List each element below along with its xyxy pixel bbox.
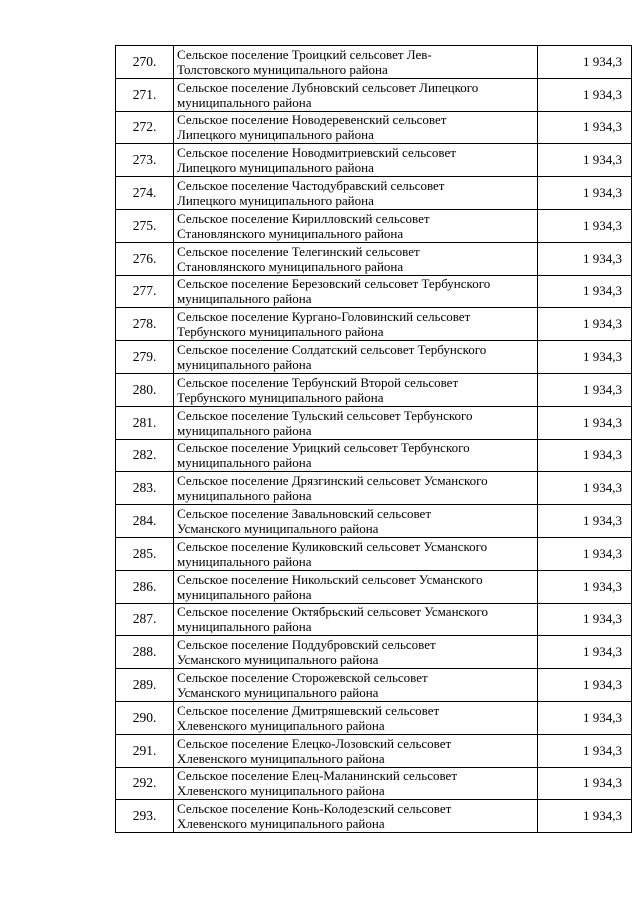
settlement-name-cell bbox=[174, 669, 538, 702]
settlement-name-cell bbox=[174, 767, 538, 800]
settlement-name-line-1: Сельское поселение Телегинский сельсовет bbox=[177, 243, 420, 259]
settlement-name-line-1: Сельское поселение Урицкий сельсовет Тербунского bbox=[177, 440, 470, 456]
settlement-name-line-1: Сельское поселение Кирилловский сельсовет bbox=[177, 210, 430, 226]
settlement-name-line-2: муниципального района bbox=[177, 422, 312, 438]
settlement-name-line-1: Сельское поселение Елец-Маланинский сельсовет bbox=[177, 768, 457, 784]
settlement-name-line-1: Сельское поселение Кургано-Головинский сельсовет bbox=[177, 309, 471, 325]
settlement-name-line-1: Сельское поселение Куликовский сельсовет Усманского bbox=[177, 538, 488, 554]
amount-value: 1 934,3 bbox=[538, 242, 632, 275]
settlement-name-line-2: Усманского муниципального района bbox=[177, 521, 379, 537]
settlement-name-line-2: Липецкого муниципального района bbox=[177, 160, 374, 176]
settlement-name-line-1: Сельское поселение Новодмитриевский сельсовет bbox=[177, 145, 456, 161]
table-row bbox=[116, 275, 632, 308]
settlement-name-line-2: Тербунского муниципального района bbox=[177, 324, 384, 340]
row-number: 285. bbox=[116, 537, 174, 570]
settlement-name-line-1: Сельское поселение Завальновский сельсовет bbox=[177, 506, 432, 522]
row-number: 274. bbox=[116, 177, 174, 210]
row-number: 287. bbox=[116, 603, 174, 636]
table-row bbox=[116, 144, 632, 177]
settlement-name-cell bbox=[174, 46, 538, 79]
amount-value: 1 934,3 bbox=[538, 275, 632, 308]
settlement-name-line-2: Хлевенского муниципального района bbox=[177, 717, 385, 733]
settlement-name-line-2: Липецкого муниципального района bbox=[177, 193, 374, 209]
table-row bbox=[116, 701, 632, 734]
row-number: 280. bbox=[116, 373, 174, 406]
row-number: 289. bbox=[116, 669, 174, 702]
settlement-name-line-1: Сельское поселение Новодеревенский сельсовет bbox=[177, 112, 447, 128]
table-row bbox=[116, 636, 632, 669]
amount-value: 1 934,3 bbox=[538, 570, 632, 603]
amount-value: 1 934,3 bbox=[538, 341, 632, 374]
table-body bbox=[116, 46, 632, 833]
settlement-name-line-2: Хлевенского муниципального района bbox=[177, 783, 385, 799]
amount-value: 1 934,3 bbox=[538, 505, 632, 538]
amount-value: 1 934,3 bbox=[538, 701, 632, 734]
settlement-name-line-1: Сельское поселение Сторожевской сельсовет bbox=[177, 670, 428, 686]
row-number: 277. bbox=[116, 275, 174, 308]
settlement-name-line-2: Липецкого муниципального района bbox=[177, 127, 374, 143]
row-number: 279. bbox=[116, 341, 174, 374]
amount-value: 1 934,3 bbox=[538, 537, 632, 570]
settlement-name-cell bbox=[174, 800, 538, 833]
amount-value: 1 934,3 bbox=[538, 308, 632, 341]
row-number: 270. bbox=[116, 46, 174, 79]
table-row bbox=[116, 341, 632, 374]
table-row bbox=[116, 472, 632, 505]
settlement-name-cell bbox=[174, 734, 538, 767]
settlement-name-cell bbox=[174, 144, 538, 177]
settlement-name-line-2: муниципального района bbox=[177, 586, 312, 602]
amount-value: 1 934,3 bbox=[538, 78, 632, 111]
row-number: 291. bbox=[116, 734, 174, 767]
settlement-name-cell bbox=[174, 570, 538, 603]
row-number: 278. bbox=[116, 308, 174, 341]
amount-value: 1 934,3 bbox=[538, 177, 632, 210]
table-row bbox=[116, 603, 632, 636]
settlement-name-line-2: Тербунского муниципального района bbox=[177, 389, 384, 405]
amount-value: 1 934,3 bbox=[538, 144, 632, 177]
settlement-name-cell bbox=[174, 373, 538, 406]
table-row bbox=[116, 177, 632, 210]
settlement-name-line-2: муниципального района bbox=[177, 455, 312, 471]
table-row bbox=[116, 537, 632, 570]
table-row bbox=[116, 373, 632, 406]
settlements-table bbox=[115, 45, 632, 833]
settlement-name-cell bbox=[174, 505, 538, 538]
row-number: 293. bbox=[116, 800, 174, 833]
table-row bbox=[116, 209, 632, 242]
row-number: 290. bbox=[116, 701, 174, 734]
settlement-name-line-2: муниципального района bbox=[177, 488, 312, 504]
row-number: 283. bbox=[116, 472, 174, 505]
settlement-name-line-1: Сельское поселение Березовский сельсовет Тербунского bbox=[177, 276, 491, 292]
amount-value: 1 934,3 bbox=[538, 800, 632, 833]
settlement-name-line-1: Сельское поселение Дрязгинский сельсовет Усманского bbox=[177, 473, 488, 489]
settlement-name-line-2: муниципального района bbox=[177, 619, 312, 635]
settlement-name-cell bbox=[174, 341, 538, 374]
settlement-name-cell bbox=[174, 603, 538, 636]
amount-value: 1 934,3 bbox=[538, 734, 632, 767]
settlement-name-line-2: Толстовского муниципального района bbox=[177, 61, 388, 77]
settlement-name-cell bbox=[174, 308, 538, 341]
settlement-name-line-2: муниципального района bbox=[177, 291, 312, 307]
table-row bbox=[116, 308, 632, 341]
settlement-name-line-2: муниципального района bbox=[177, 94, 312, 110]
settlement-name-line-2: Усманского муниципального района bbox=[177, 685, 379, 701]
settlement-name-line-1: Сельское поселение Частодубравский сельсовет bbox=[177, 178, 445, 194]
amount-value: 1 934,3 bbox=[538, 111, 632, 144]
table-row bbox=[116, 767, 632, 800]
settlement-name-cell bbox=[174, 78, 538, 111]
settlement-name-cell bbox=[174, 537, 538, 570]
settlement-name-cell bbox=[174, 701, 538, 734]
row-number: 286. bbox=[116, 570, 174, 603]
table-row bbox=[116, 111, 632, 144]
settlement-name-line-2: муниципального района bbox=[177, 357, 312, 373]
settlement-name-line-1: Сельское поселение Никольский сельсовет Усманского bbox=[177, 571, 483, 587]
table-row bbox=[116, 734, 632, 767]
row-number: 292. bbox=[116, 767, 174, 800]
amount-value: 1 934,3 bbox=[538, 603, 632, 636]
amount-value: 1 934,3 bbox=[538, 636, 632, 669]
settlement-name-cell bbox=[174, 242, 538, 275]
settlement-name-line-2: Становлянского муниципального района bbox=[177, 258, 404, 274]
settlement-name-line-1: Сельское поселение Солдатский сельсовет Тербунского bbox=[177, 342, 487, 358]
settlement-name-cell bbox=[174, 636, 538, 669]
settlement-name-line-1: Сельское поселение Октябрьский сельсовет Усманского bbox=[177, 604, 488, 620]
table-row bbox=[116, 78, 632, 111]
row-number: 288. bbox=[116, 636, 174, 669]
settlement-name-line-1: Сельское поселение Елецко-Лозовский сельсовет bbox=[177, 735, 452, 751]
table-row bbox=[116, 242, 632, 275]
table-row bbox=[116, 406, 632, 439]
row-number: 282. bbox=[116, 439, 174, 472]
settlement-name-line-1: Сельское поселение Поддубровский сельсовет bbox=[177, 637, 436, 653]
row-number: 281. bbox=[116, 406, 174, 439]
settlement-name-cell bbox=[174, 111, 538, 144]
table-row bbox=[116, 669, 632, 702]
amount-value: 1 934,3 bbox=[538, 669, 632, 702]
settlement-name-line-2: Хлевенского муниципального района bbox=[177, 816, 385, 832]
settlement-name-line-1: Сельское поселение Троицкий сельсовет Лев- bbox=[177, 46, 432, 62]
settlement-name-cell bbox=[174, 177, 538, 210]
settlement-name-line-2: Усманского муниципального района bbox=[177, 652, 379, 668]
row-number: 271. bbox=[116, 78, 174, 111]
table-row bbox=[116, 800, 632, 833]
settlement-name-line-2: Становлянского муниципального района bbox=[177, 225, 404, 241]
row-number: 273. bbox=[116, 144, 174, 177]
amount-value: 1 934,3 bbox=[538, 767, 632, 800]
settlement-name-cell bbox=[174, 439, 538, 472]
table-row bbox=[116, 439, 632, 472]
row-number: 284. bbox=[116, 505, 174, 538]
amount-value: 1 934,3 bbox=[538, 373, 632, 406]
table-row bbox=[116, 505, 632, 538]
settlement-name-cell bbox=[174, 406, 538, 439]
settlement-name-line-1: Сельское поселение Дмитряшевский сельсовет bbox=[177, 702, 440, 718]
amount-value: 1 934,3 bbox=[538, 209, 632, 242]
row-number: 276. bbox=[116, 242, 174, 275]
settlement-name-cell bbox=[174, 275, 538, 308]
table-row bbox=[116, 46, 632, 79]
amount-value: 1 934,3 bbox=[538, 439, 632, 472]
row-number: 275. bbox=[116, 209, 174, 242]
amount-value: 1 934,3 bbox=[538, 46, 632, 79]
settlement-name-line-2: муниципального района bbox=[177, 553, 312, 569]
settlement-name-cell bbox=[174, 209, 538, 242]
settlement-name-line-1: Сельское поселение Лубновский сельсовет Липецкого bbox=[177, 79, 479, 95]
settlement-name-line-2: Хлевенского муниципального района bbox=[177, 750, 385, 766]
amount-value: 1 934,3 bbox=[538, 472, 632, 505]
amount-value: 1 934,3 bbox=[538, 406, 632, 439]
settlement-name-line-1: Сельское поселение Тербунский Второй сельсовет bbox=[177, 374, 459, 390]
table-row bbox=[116, 570, 632, 603]
settlement-name-cell bbox=[174, 472, 538, 505]
row-number: 272. bbox=[116, 111, 174, 144]
settlement-name-line-1: Сельское поселение Конь-Колодезский сельсовет bbox=[177, 801, 452, 817]
settlement-name-line-1: Сельское поселение Тульский сельсовет Тербунского bbox=[177, 407, 473, 423]
